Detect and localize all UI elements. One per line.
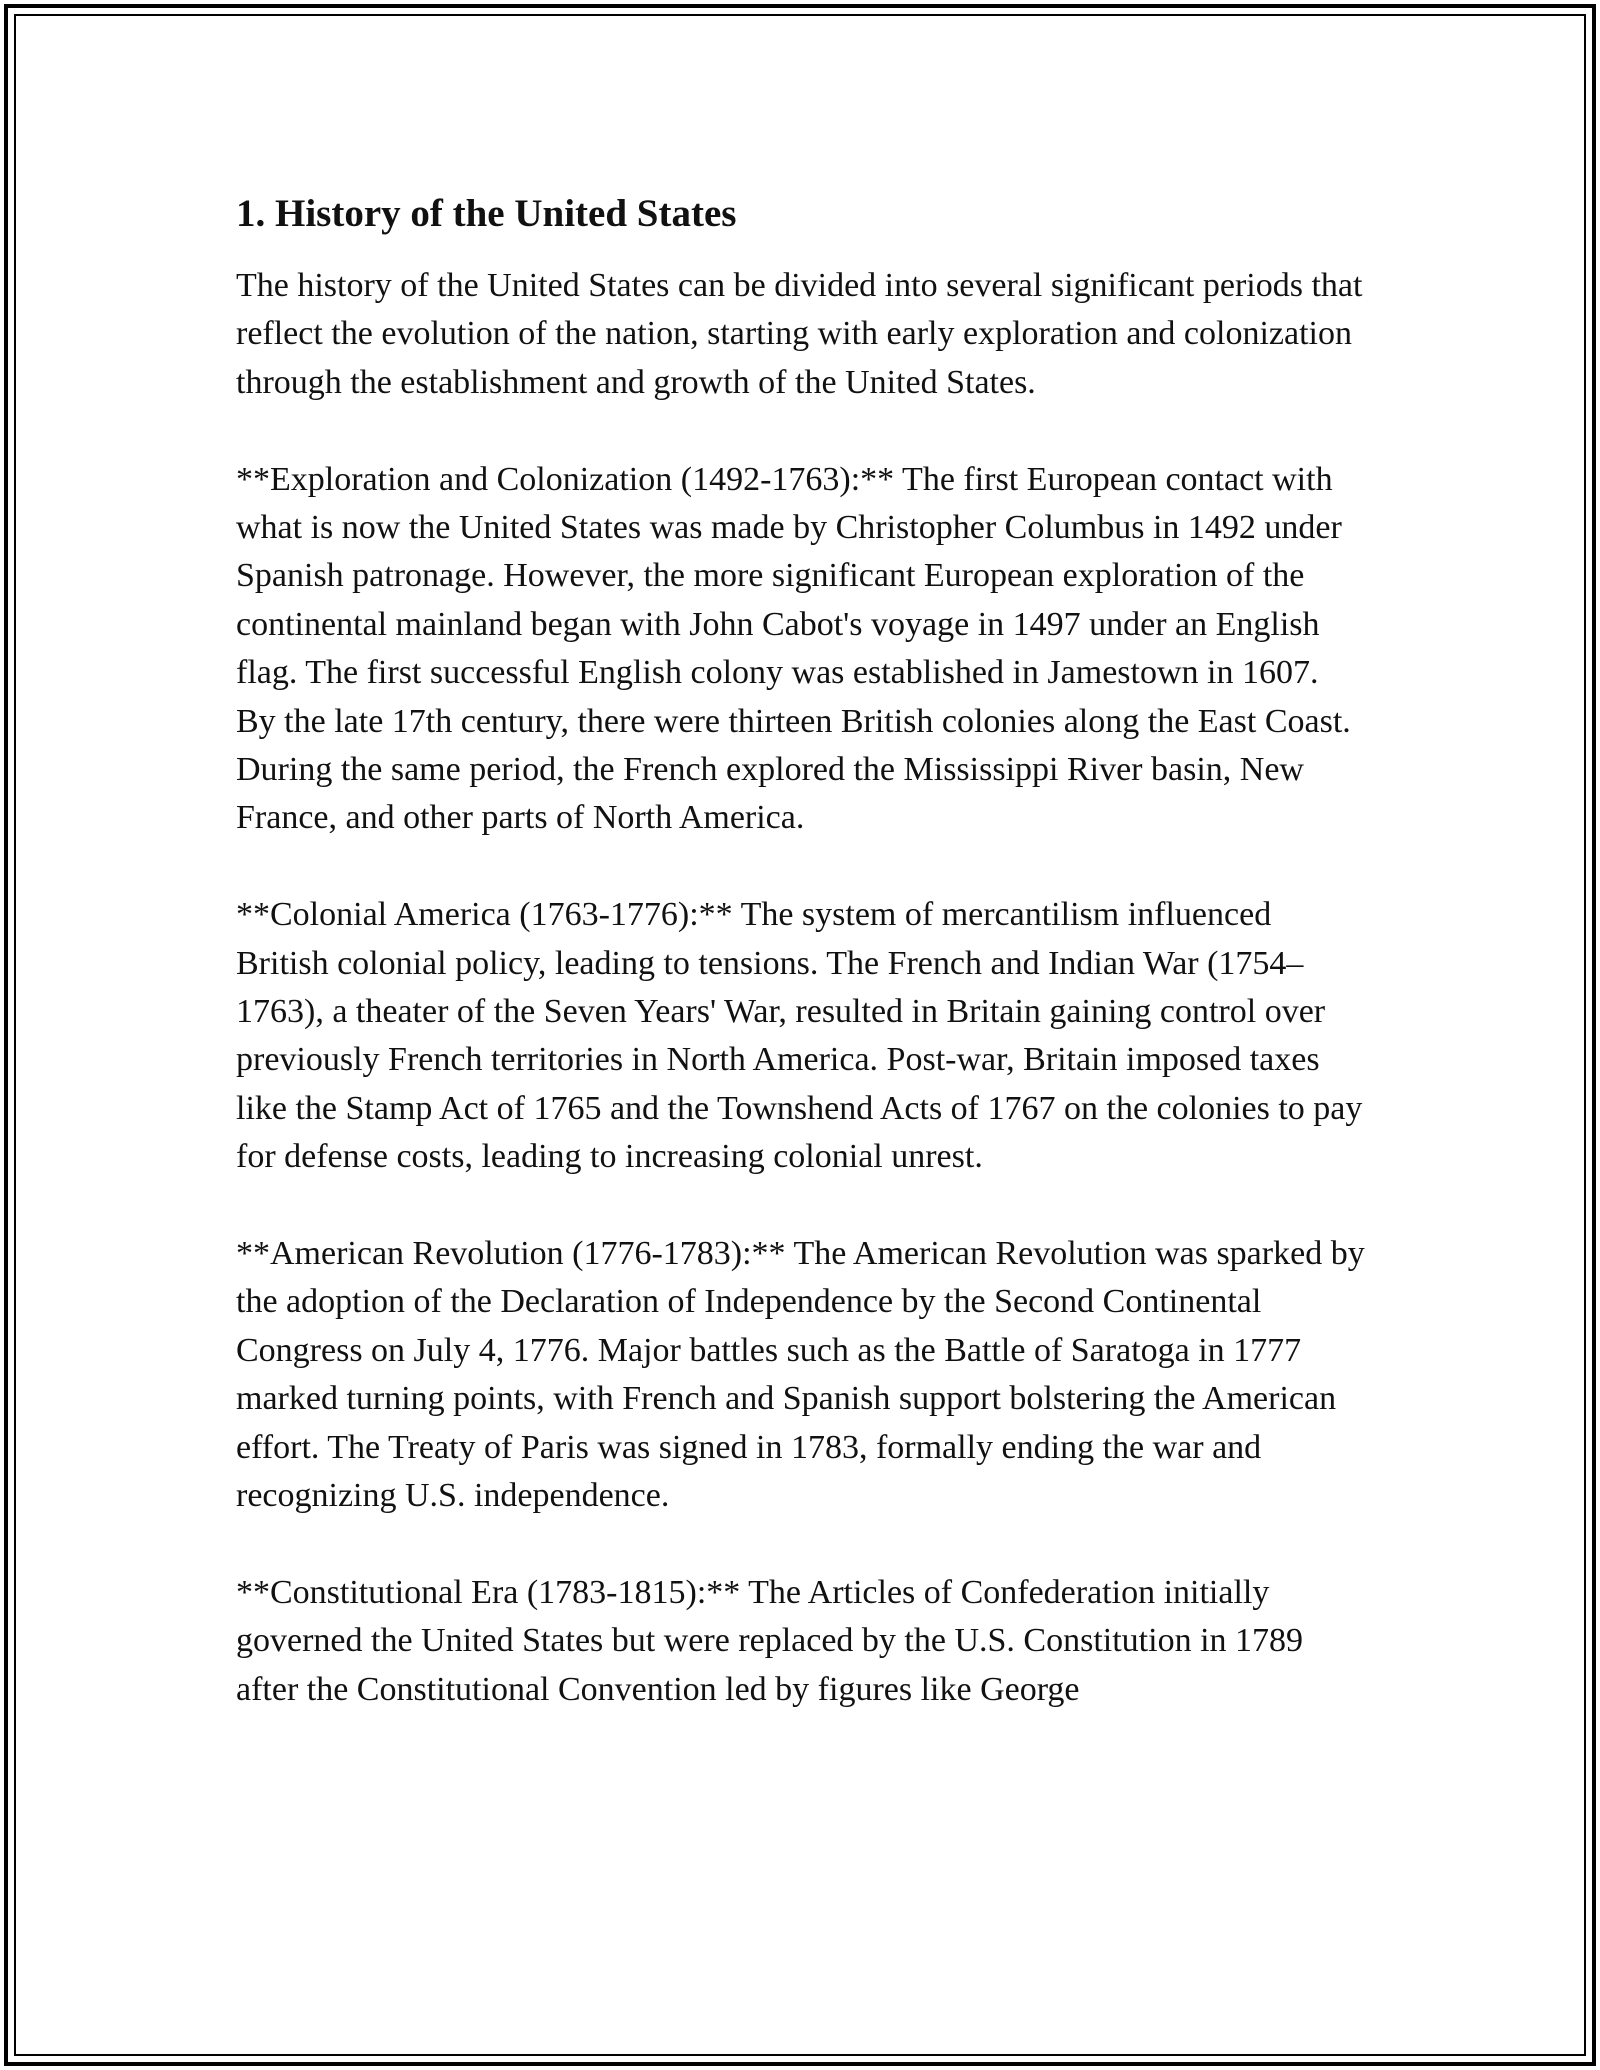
intro-paragraph: The history of the United States can be divided into several significant periods that reflect the evolution of the nation, starting with early exploration and colonization through the establishment and growth of the United States. — [236, 267, 1363, 401]
exploration-paragraph: **Exploration and Colonization (1492-1763):** The first European contact with what is now the United States was made by Christopher Columbus in 1492 under Spanish patronage. However, the more significant European exploration of the continental mainland began with John Cabot's voyage in 1497 under an English flag. The first successful English colony was established in Jamestown in 1607. By the late 17th century, there were thirteen British colonies along the East Coast. During the same period, the French explored the Mississippi River basin, New France, and other parts of North America. — [236, 460, 1351, 837]
american-revolution-paragraph: **American Revolution (1776-1783):** The American Revolution was sparked by the adoption of the Declaration of Independence by the Second Continental Congress on July 4, 1776. Major battles such as the Battle of Saratoga in 1777 marked turning points, with French and Spanish support bolstering the American effort. The Treaty of Paris was signed in 1783, formally ending the war and recognizing U.S. independence. — [236, 1235, 1365, 1515]
document-body — [236, 188, 1366, 1763]
constitutional-era-paragraph: **Constitutional Era (1783-1815):** The Articles of Confederation initially governed the United States but were replaced by the U.S. Constitution in 1789 after the Constitutional Convention led by figures like George — [236, 1573, 1304, 1708]
section-heading: 1. History of the United States — [236, 192, 737, 235]
colonial-america-paragraph: **Colonial America (1763-1776):** The system of mercantilism influenced British colonial policy, leading to tensions. The French and Indian War (1754–1763), a theater of the Seven Years' War, resulted in Britain gaining control over previously French territories in North America. Post-war, Britain imposed taxes like the Stamp Act of 1765 and the Townshend Acts of 1767 on the colonies to pay for defense costs, leading to increasing colonial unrest. — [236, 896, 1363, 1176]
